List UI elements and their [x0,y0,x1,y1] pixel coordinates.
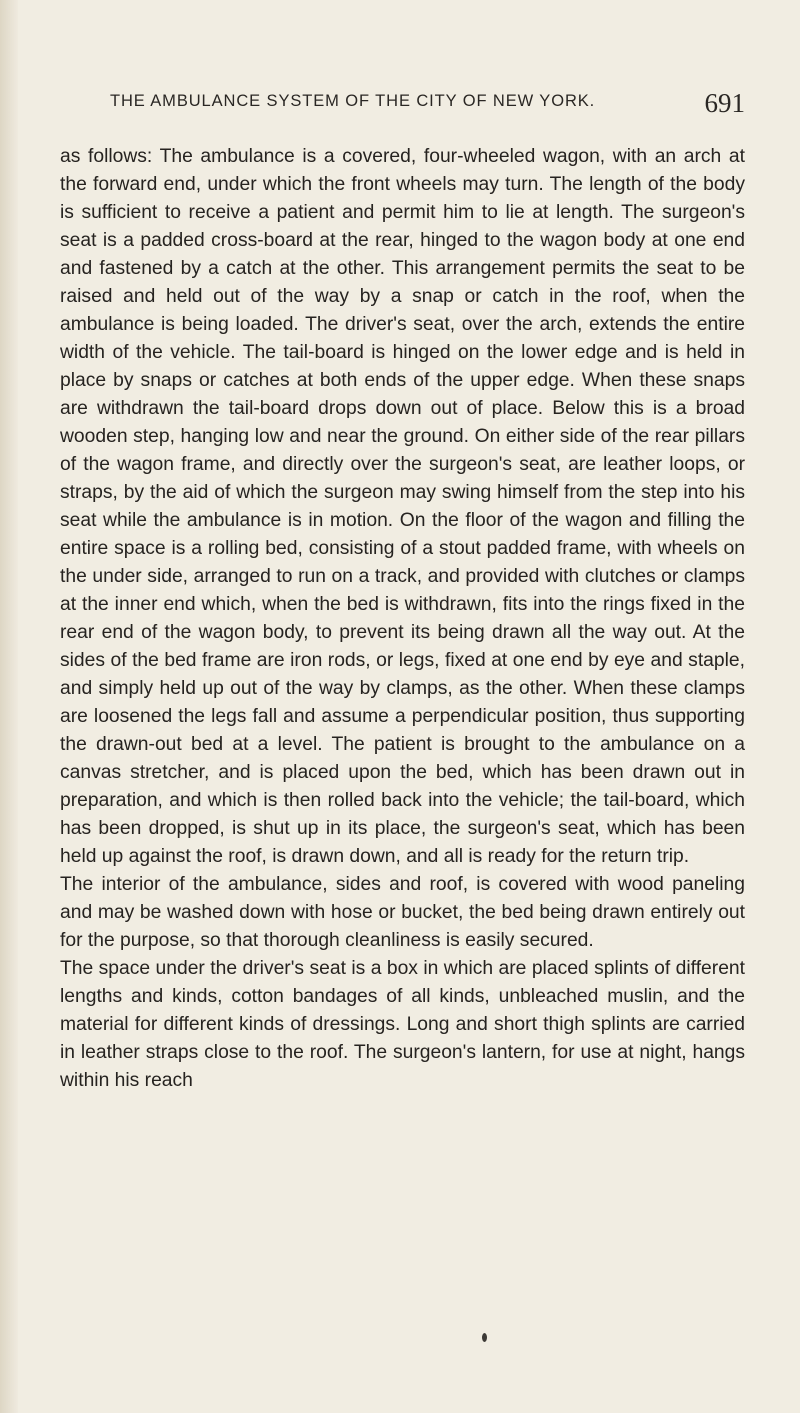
page-edge-shadow [0,0,18,1413]
ink-blot [482,1333,487,1342]
paragraph-ambulance-description: as follows: The ambulance is a covered, four-wheeled wagon, with an arch at the forward end, under which the front wheels may turn. The length of the body is sufficient to receive a patient and permit him to lie at length. The surgeon's seat is a padded cross-board at the rear, hinged to the wagon body at one end and fastened by a catch at the other. This arrangement permits the seat to be raised and held out of the way by a snap or catch in the roof, when the ambulance is being loaded. The driver's seat, over the arch, extends the entire width of the vehicle. The tail-board is hinged on the lower edge and is held in place by snaps or catches at both ends of the upper edge. When these snaps are withdrawn the tail-board drops down out of place. Below this is a broad wooden step, hanging low and near the ground. On either side of the rear pillars of the wagon frame, and directly over the surgeon's seat, are leather loops, or straps, by the aid of which the surgeon may swing himself from the step into his seat while the ambulance is in motion. On the floor of the wagon and filling the entire space is a rolling bed, consisting of a stout padded frame, with wheels on the under side, arranged to run on a track, and provided with clutches or clamps at the inner end which, when the bed is withdrawn, fits into the rings fixed in the rear end of the wagon body, to prevent its being drawn all the way out. At the sides of the bed frame are iron rods, or legs, fixed at one end by eye and staple, and simply held up out of the way by clamps, as the other. When these clamps are loosened the legs fall and assume a perpendicular position, thus supporting the drawn-out bed at a level. The patient is brought to the ambulance on a canvas stretcher, and is placed upon the bed, which has been drawn out in preparation, and which is then rolled back into the vehicle; the tail-board, which has been dropped, is shut up in its place, the surgeon's seat, which has been held up against the roof, is drawn down, and all is ready for the return trip. [60,146,745,867]
running-title: THE AMBULANCE SYSTEM OF THE CITY OF NEW YORK. [110,92,596,110]
paragraph-supplies: The space under the driver's seat is a box in which are placed splints of different lengths and kinds, cotton bandages of all kinds, unbleached muslin, and the material for different kinds of dressings. Long and short thigh splints are carried in leather straps close to the roof. The surgeon's lantern, for use at night, hangs within his reach [60,958,745,1091]
page-number: 691 [704,88,745,118]
running-head [60,88,745,122]
paragraph-interior: The interior of the ambulance, sides and roof, is covered with wood paneling and may be washed down with hose or bucket, the bed being drawn entirely out for the purpose, so that thorough cleanliness is easily secured. [60,874,745,951]
body-text [60,143,745,1095]
